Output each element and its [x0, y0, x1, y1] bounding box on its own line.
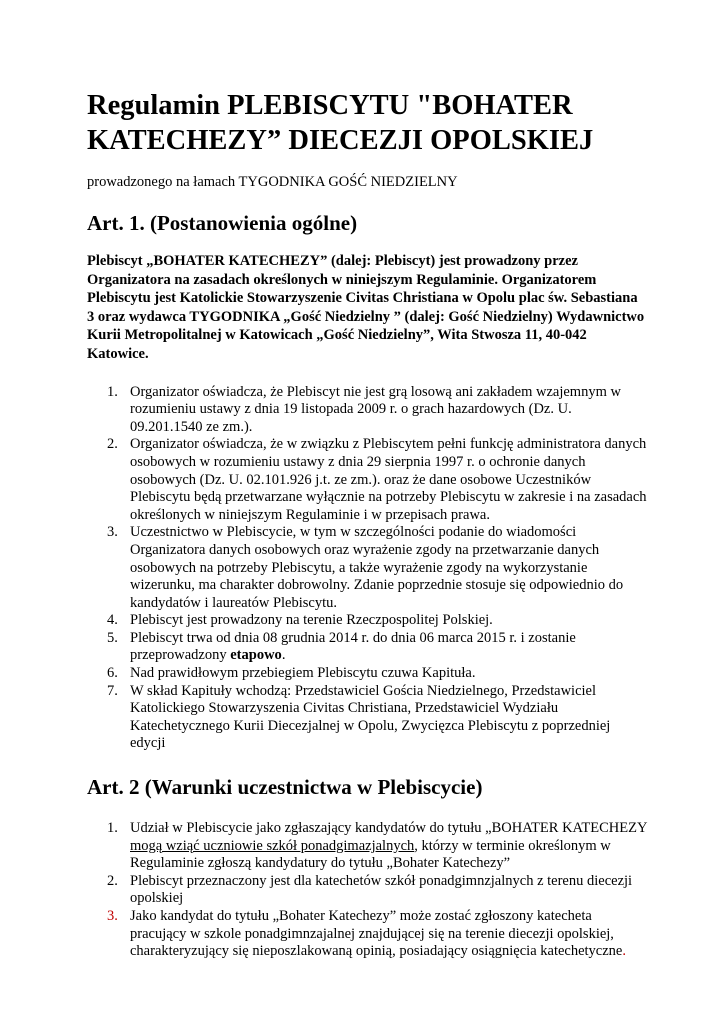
list-item-text: Jako kandydat do tytułu „Bohater Katechezy” może zostać zgłoszony katecheta pracujący w szkole ponadgimnzajalnej znajdującej się na terenie diecezji opolskiej, charakteryzujący się nieposzlakowaną opinią, posiadający osiągnięcia katechetyczne	[130, 908, 623, 960]
list-item-text: Organizator oświadcza, że Plebiscyt nie jest grą losową ani zakładem wzajemnym w rozumieniu ustawy z dnia 19 listopada 2009 r. o grach hazardowych (Dz. U. 09.201.1540 ze zm.).	[130, 383, 621, 435]
list-number: 4.	[107, 612, 118, 629]
art1-list	[87, 384, 647, 753]
list-item	[87, 524, 647, 612]
art1-intro: Plebiscyt „BOHATER KATECHEZY” (dalej: Plebiscyt) jest prowadzony przez Organizatora na zasadach określonych w niniejszym Regulaminie. Organizatorem Plebiscytu jest Katolickie Stowarzyszenie Civitas Christiana w Opolu plac św. Sebastiana 3 oraz wydawca TYGODNIKA „Gość Niedzielny ” (dalej: Gość Niedzielny) Wydawnictwo Kurii Metropolitalnej w Katowicach „Gość Niedzielny”, Wita Stwosza 11, 40-042 Katowice.	[87, 253, 645, 362]
list-number: 1.	[107, 383, 118, 400]
list-item-text: Plebiscyt trwa od dnia 08 grudnia 2014 r. do dnia 06 marca 2015 r. i zostanie przeprowadzony	[130, 629, 576, 664]
list-item	[87, 908, 647, 961]
list-item-text: Plebiscyt przeznaczony jest dla katechetów szkół ponadgimnzjalnych z terenu diecezji opolskiej	[130, 872, 633, 907]
list-item	[87, 384, 647, 437]
list-item-text: Organizator oświadcza, że w związku z Plebiscytem pełni funkcję administratora danych osobowych w rozumieniu ustawy z dnia 29 sierpnia 1997 r. o ochronie danych osobowych (Dz. U. 02.101.926 j.t. ze zm.). oraz że dane osobowe Uczestników Plebiscytu będą przetwarzane wyłącznie na potrzeby Plebiscytu w zakresie i na zasadach określonych w niniejszym Regulaminie i w przepisach prawa.	[130, 436, 647, 523]
list-number: 3.	[107, 908, 118, 924]
list-item	[87, 665, 647, 683]
art2-list	[87, 820, 647, 961]
list-number: 7.	[107, 682, 118, 699]
list-item	[87, 820, 647, 873]
art2-heading: Art. 2 (Warunki uczestnictwa w Plebiscycie)	[87, 775, 483, 800]
document-page	[87, 88, 647, 961]
list-item	[87, 630, 647, 665]
list-item-text: Nad prawidłowym przebiegiem Plebiscytu czuwa Kapituła.	[130, 665, 476, 682]
list-number: 1.	[107, 820, 118, 837]
list-number: 5.	[107, 629, 118, 646]
list-item-text: W skład Kapituły wchodzą: Przedstawiciel Gościa Niedzielnego, Przedstawiciel Katolickiego Stowarzyszenia Civitas Christiana, Przedstawiciel Wydziału Katechetycznego Kurii Diecezjalnej w Opolu, Zwycięzca Plebiscytu z poprzedniej edycji	[130, 682, 611, 752]
list-item-red-period: .	[622, 943, 626, 960]
list-number: 6.	[107, 665, 118, 682]
list-item-text: Udział w Plebiscycie jako zgłaszający kandydatów do tytułu „BOHATER KATECHEZY	[130, 820, 647, 837]
list-item	[87, 683, 647, 753]
list-item-text: , którzy w terminie określonym w Regulaminie zgłoszą kandydatury do tytułu „Bohater Katechezy”	[130, 837, 611, 872]
list-item	[87, 436, 647, 524]
list-item-text: Plebiscyt jest prowadzony na terenie Rzeczpospolitej Polskiej.	[130, 612, 493, 629]
list-item-underlined-text: mogą wziąć uczniowie szkół ponadgimazjalnych	[130, 837, 415, 854]
list-item-text: Uczestnictwo w Plebiscycie, w tym w szczególności podanie do wiadomości Organizatora danych osobowych oraz wyrażenie zgody na przetwarzanie danych osobowych na potrzeby Plebiscytu, a także wyrażenie zgody na wykorzystanie wizerunku, ma charakter dobrowolny. Zdanie poprzednie stosuje się odpowiednio do kandydatów i laureatów Plebiscytu.	[130, 524, 624, 611]
document-title: Regulamin PLEBISCYTU "BOHATER KATECHEZY” DIECEZJI OPOLSKIEJ	[87, 90, 594, 156]
document-subtitle: prowadzonego na łamach TYGODNIKA GOŚĆ NIEDZIELNY	[87, 174, 458, 190]
list-item	[87, 873, 647, 908]
list-number: 2.	[107, 436, 118, 453]
list-number: 3.	[107, 524, 118, 541]
list-item-bold-text: etapowo	[230, 647, 282, 664]
list-item	[87, 612, 647, 630]
list-item-text: .	[281, 647, 286, 664]
art1-heading: Art. 1. (Postanowienia ogólne)	[87, 211, 358, 235]
list-number: 2.	[107, 872, 118, 889]
